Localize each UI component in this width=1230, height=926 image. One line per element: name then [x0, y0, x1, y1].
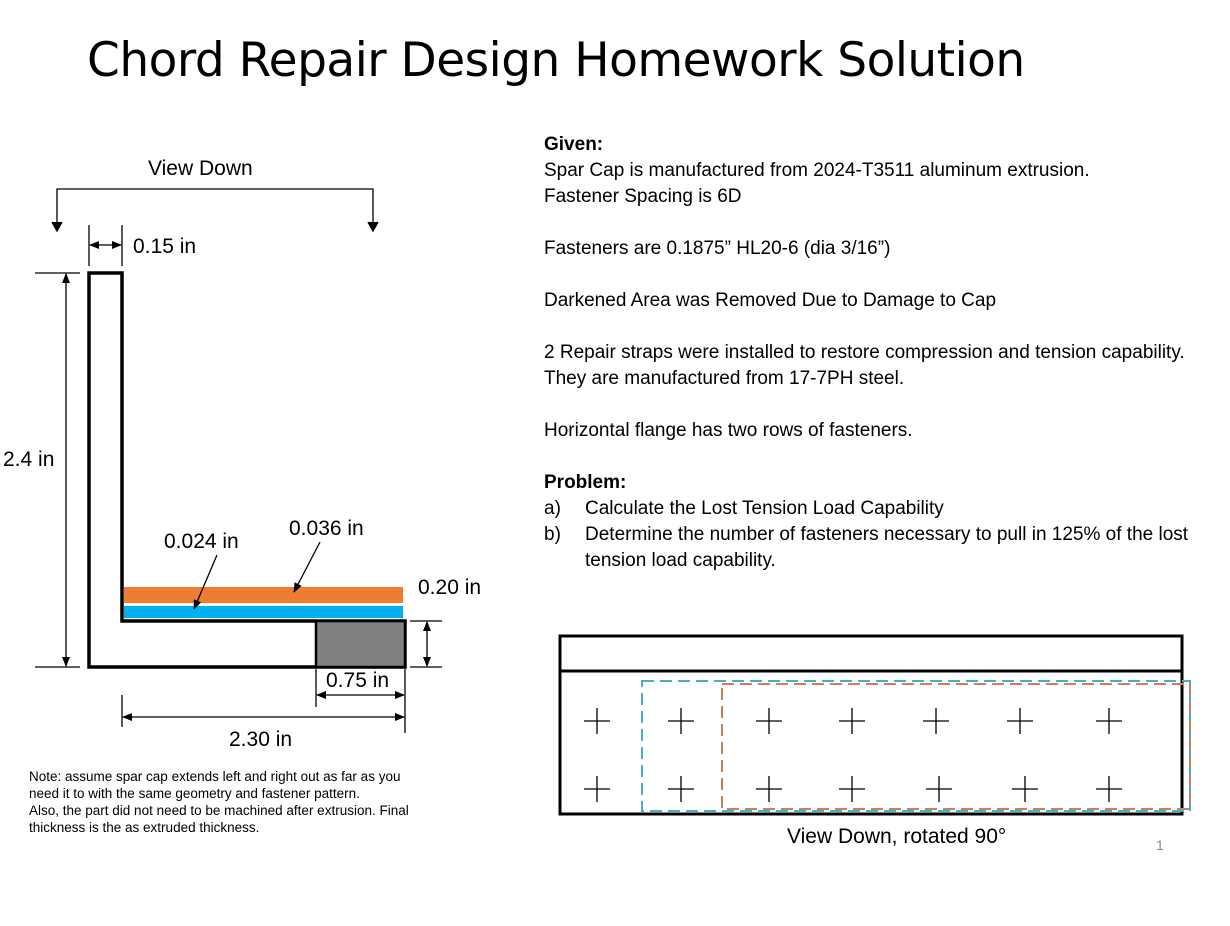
fastener-mark [839, 776, 865, 802]
repair-strap-outline-orange [722, 684, 1190, 809]
fastener-mark [756, 708, 782, 734]
fastener-mark [756, 776, 782, 802]
fastener-mark [1007, 708, 1033, 734]
flange-width-label: 2.30 in [229, 728, 293, 751]
note-line-extent: Note: assume spar cap extends left and right out as far as you need it to with the same geometry and fastener pattern. [29, 769, 401, 801]
view-down-label: View Down [148, 157, 253, 180]
fastener-mark [1096, 708, 1122, 734]
view-down-bracket [52, 189, 378, 231]
fastener-mark [926, 776, 952, 802]
strap-outer-leader [294, 542, 320, 592]
given-line-straps: 2 Repair straps were installed to restore compression and tension capability. They are manufactured from 17-7PH steel. [544, 342, 1185, 389]
strap-outer-thickness-label: 0.036 in [289, 517, 364, 540]
web-thickness-label: 0.15 in [133, 235, 197, 258]
given-line-spacing: Fastener Spacing is 6D [544, 186, 742, 207]
page-number: 1 [1156, 837, 1164, 853]
fastener-mark [584, 776, 610, 802]
note-text [29, 768, 419, 836]
problem-item-text: Determine the number of fasteners necessary to pull in 125% of the lost tension load capability. [585, 524, 1189, 571]
removed-area [316, 621, 405, 667]
repair-strap-outer [124, 587, 403, 603]
height-label: 2.4 in [3, 448, 55, 471]
strap-inner-thickness-label: 0.024 in [164, 530, 239, 553]
given-heading: Given: [544, 134, 604, 155]
flange-thickness-label: 0.20 in [418, 576, 482, 599]
given-line-rows: Horizontal flange has two rows of fasteners. [544, 420, 913, 441]
given-line-darkened: Darkened Area was Removed Due to Damage to Cap [544, 290, 997, 311]
note-line-machining: Also, the part did not need to be machined after extrusion. Final thickness is the as extruded thickness. [29, 803, 409, 835]
plan-view-outline [560, 636, 1182, 814]
fastener-mark [923, 708, 949, 734]
fastener-mark [1012, 776, 1038, 802]
removed-width-label: 0.75 in [326, 669, 390, 692]
page-title: Chord Repair Design Homework Solution [87, 33, 1025, 88]
problem-item-marker: b) [544, 524, 561, 545]
plan-view [560, 636, 1190, 814]
fastener-mark [584, 708, 610, 734]
given-line-material: Spar Cap is manufactured from 2024-T3511 aluminum extrusion. [544, 160, 1090, 181]
problem-heading: Problem: [544, 472, 627, 493]
given-line-fasteners: Fasteners are 0.1875” HL20-6 (dia 3/16”) [544, 238, 891, 259]
fastener-mark [668, 708, 694, 734]
repair-strap-outline-blue [642, 681, 1190, 811]
problem-item-text: Calculate the Lost Tension Load Capability [585, 498, 944, 519]
fastener-mark [668, 776, 694, 802]
problem-item-marker: a) [544, 498, 561, 519]
fastener-grid [584, 708, 1122, 802]
flange-thickness-dimension [410, 621, 442, 667]
fastener-mark [1096, 776, 1122, 802]
web-thickness-dimension [89, 225, 122, 266]
fastener-mark [839, 708, 865, 734]
repair-strap-inner [124, 606, 403, 618]
plan-view-caption: View Down, rotated 90° [787, 825, 1007, 848]
